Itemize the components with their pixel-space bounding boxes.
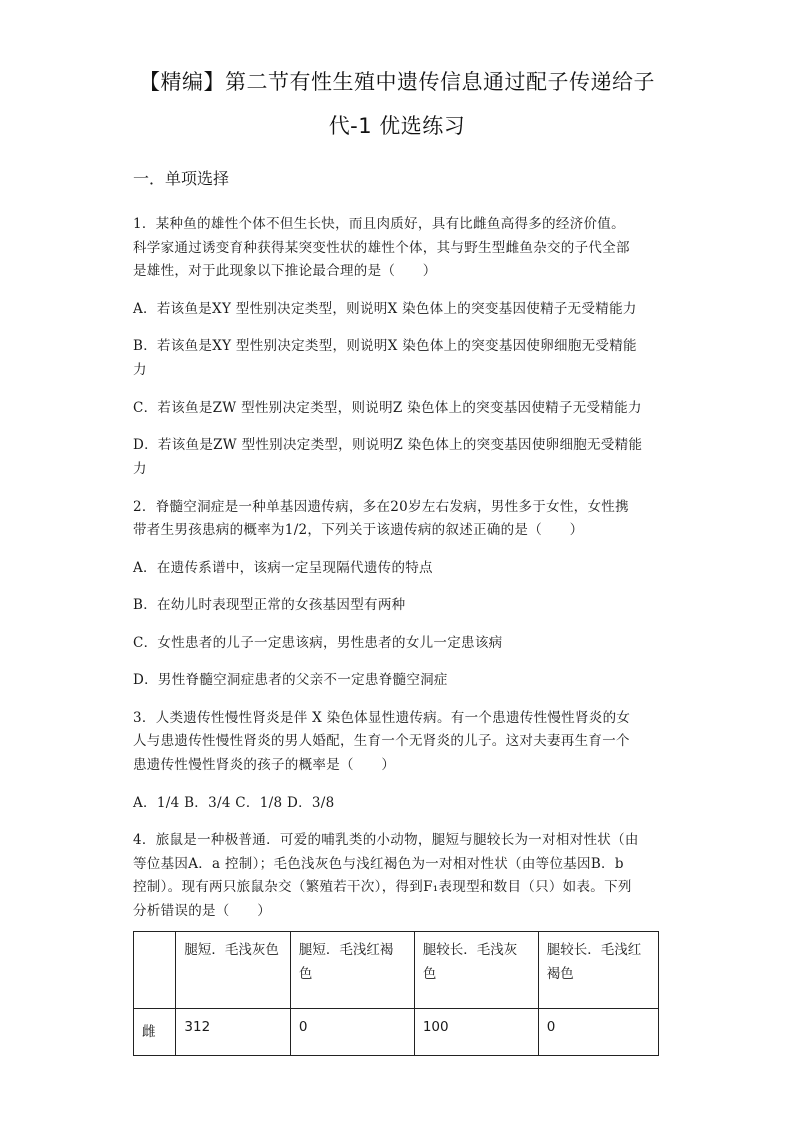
q1-option-d-cont: 力 xyxy=(133,461,147,477)
q4-stem-line3: 控制）。现有两只旅鼠杂交（繁殖若干次），得到F₁表现型和数目（只）如表。下列 xyxy=(133,879,632,895)
q2-option-b: B．在幼儿时表现型正常的女孩基因型有两种 xyxy=(133,597,406,613)
q2-option-d: D．男性脊髓空洞症患者的父亲不一定患脊髓空洞症 xyxy=(133,672,448,688)
table-header-cell: 腿短．毛浅红褐色 xyxy=(290,932,414,1009)
page-title-line2: 代-1 优选练习 xyxy=(328,114,466,138)
q2-stem-line2: 带者生男孩患病的概率为1/2，下列关于该遗传病的叙述正确的是（ ） xyxy=(133,522,584,538)
page-title-line1: 【精编】第二节有性生殖中遗传信息通过配子传递给子 xyxy=(139,70,655,94)
q4-stem-line2: 等位基因A．a 控制）；毛色浅灰色与浅红褐色为一对相对性状（由等位基因B．b xyxy=(133,856,624,872)
table-header-cell: 腿短．毛浅灰色 xyxy=(176,932,290,1009)
q2-option-c: C．女性患者的儿子一定患该病，男性患者的女儿一定患该病 xyxy=(133,635,503,651)
q3-options: A．1/4 B．3/4 C．1/8 D．3/8 xyxy=(133,795,335,811)
table-header-cell: 腿较长．毛浅红褐色 xyxy=(538,932,658,1009)
q2-option-a: A．在遗传系谱中，该病一定呈现隔代遗传的特点 xyxy=(133,560,433,576)
q4-stem-line4: 分析错误的是（ ） xyxy=(133,903,271,919)
q3-stem-line1: 3．人类遗传性慢性肾炎是伴 X 染色体显性遗传病。有一个患遗传性慢性肾炎的女 xyxy=(133,710,631,726)
table-cell: 0 xyxy=(290,1009,414,1056)
q1-stem-line1: 1．某种鱼的雄性个体不但生长快，而且肉质好，具有比雌鱼高得多的经济价值。 xyxy=(133,216,625,232)
q1-option-b: B．若该鱼是XY 型性别决定类型，则说明X 染色体上的突变基因使卵细胞无受精能 xyxy=(133,338,637,354)
q2-stem-line1: 2．脊髓空洞症是一种单基因遗传病，多在20岁左右发病，男性多于女性，女性携 xyxy=(133,499,629,515)
q1-option-b-cont: 力 xyxy=(133,362,147,378)
phenotype-table xyxy=(133,931,659,1056)
q3-stem-line2: 人与患遗传性慢性肾炎的男人婚配，生育一个无肾炎的儿子。这对夫妻再生育一个 xyxy=(133,733,630,749)
table-cell: 100 xyxy=(414,1009,538,1056)
table-cell: 0 xyxy=(538,1009,658,1056)
table-cell: 雌 xyxy=(134,1009,176,1056)
table-cell: 312 xyxy=(176,1009,290,1056)
section-heading: 一．单项选择 xyxy=(133,169,230,188)
q1-option-c: C．若该鱼是ZW 型性别决定类型，则说明Z 染色体上的突变基因使精子无受精能力 xyxy=(133,400,642,416)
q1-option-a: A．若该鱼是XY 型性别决定类型，则说明X 染色体上的突变基因使精子无受精能力 xyxy=(133,301,637,317)
q1-stem-line2: 科学家通过诱变育种获得某突变性状的雄性个体，其与野生型雌鱼杂交的子代全部 xyxy=(133,240,630,256)
table-header-row xyxy=(134,932,659,1009)
q1-stem-line3: 是雄性，对于此现象以下推论最合理的是（ ） xyxy=(133,263,437,279)
q1-option-d: D．若该鱼是ZW 型性别决定类型，则说明Z 染色体上的突变基因使卵细胞无受精能 xyxy=(133,437,643,453)
q4-stem-line1: 4．旅鼠是一种极普通．可爱的哺乳类的小动物，腿短与腿较长为一对相对性状（由 xyxy=(133,832,639,848)
table-header-cell: 腿较长．毛浅灰色 xyxy=(414,932,538,1009)
table-header-cell xyxy=(134,932,176,1009)
q3-stem-line3: 患遗传性慢性肾炎的孩子的概率是（ ） xyxy=(133,757,396,773)
table-row xyxy=(134,1009,659,1056)
